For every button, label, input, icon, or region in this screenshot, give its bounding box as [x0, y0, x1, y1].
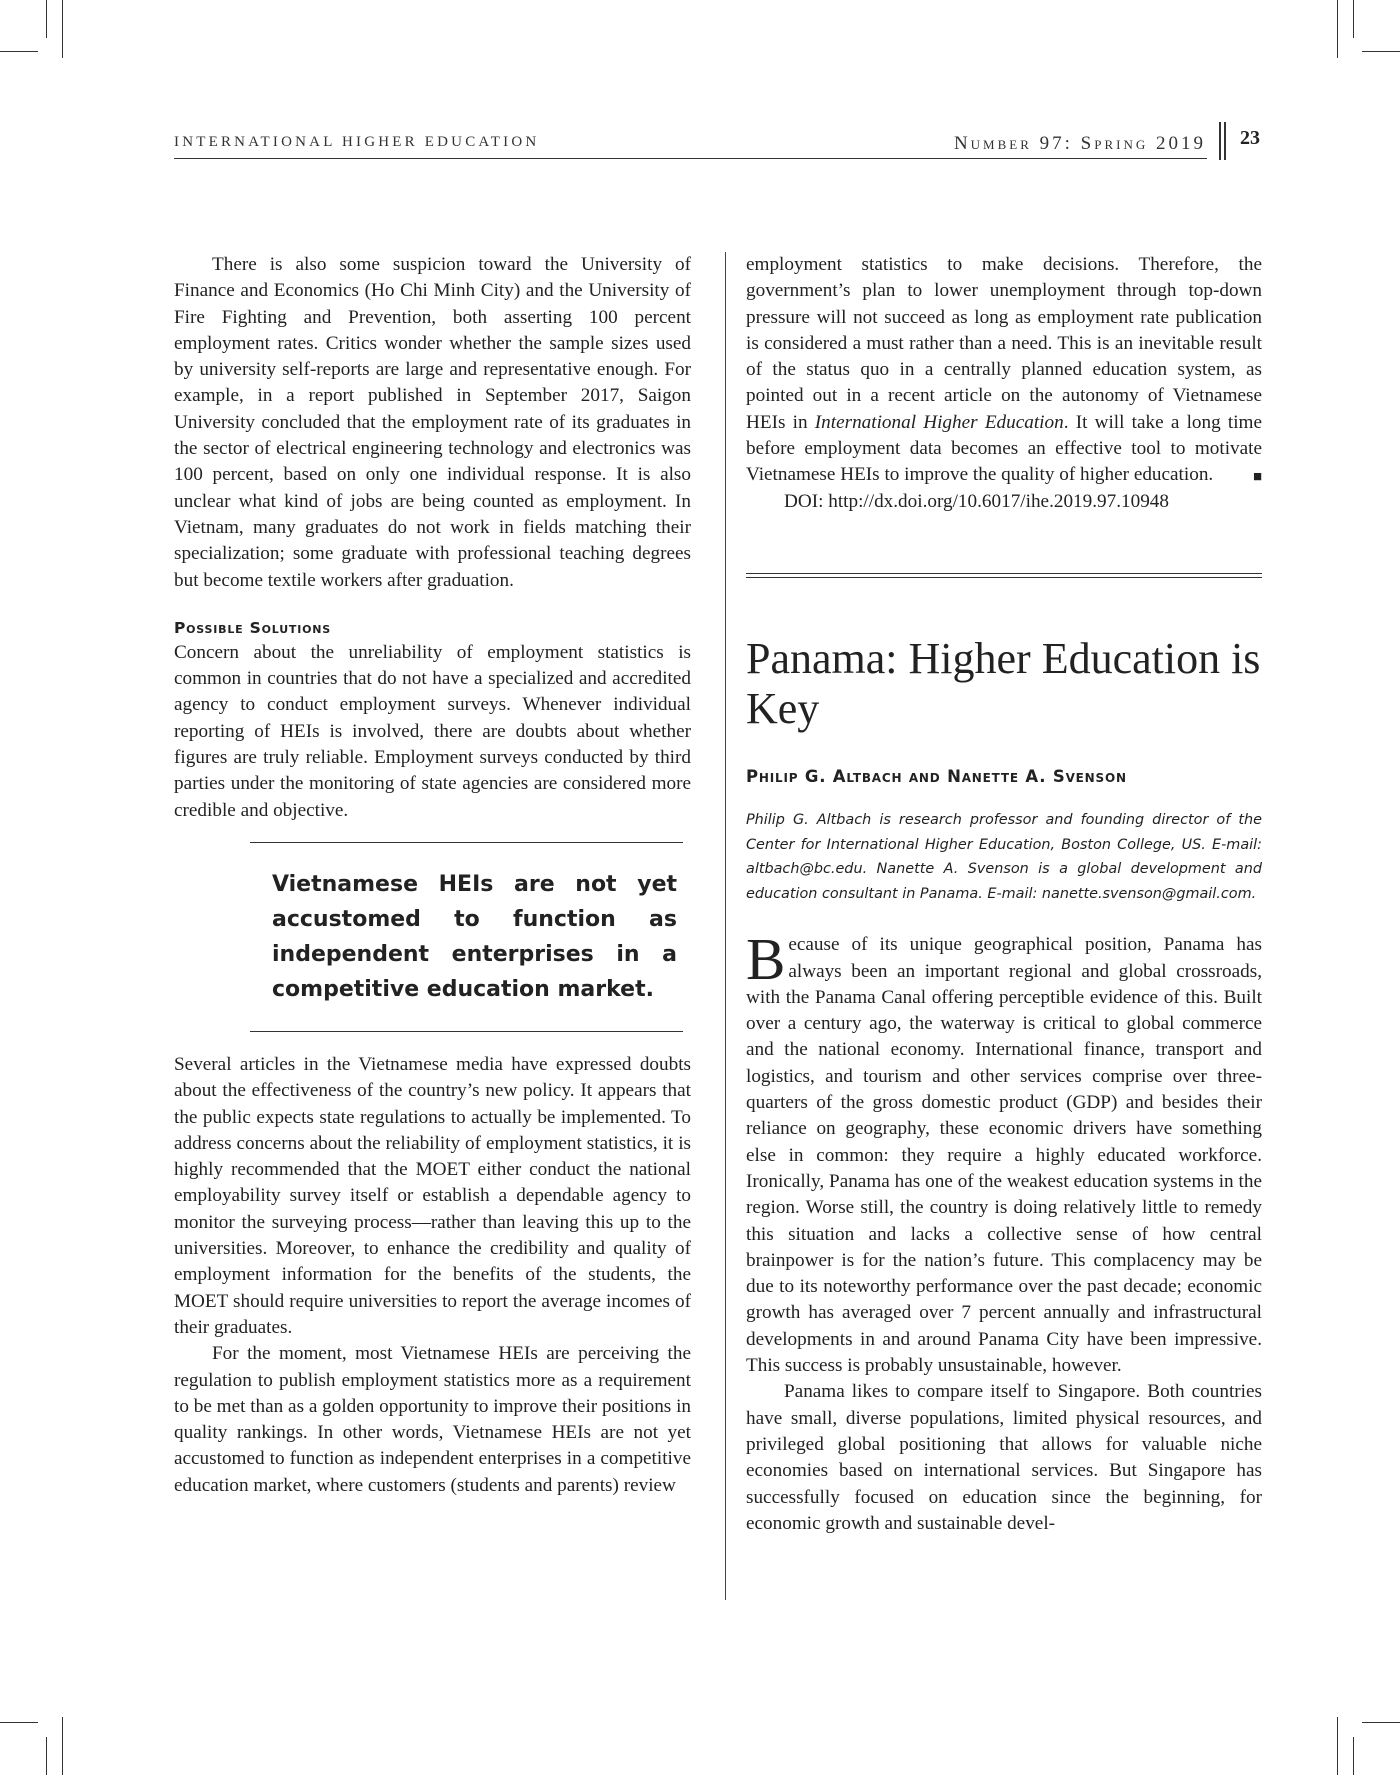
crop-mark	[0, 51, 38, 52]
paragraph: Concern about the unreliability of employment statistics is common in countries that do not have a specialized and accredited agency to conduct employment surveys. Whenever individual reporting of HEIs is involved, there are doubts about whether figures are truly reliable. Employment surveys conducted by third parties under the monitoring of state agencies are considered more credible and objective.	[174, 641, 691, 821]
column-divider	[725, 252, 726, 1600]
crop-mark	[1353, 1737, 1354, 1775]
section-heading: Possible Solutions	[174, 618, 331, 637]
crop-mark	[1337, 1717, 1338, 1775]
header-rule	[174, 158, 1207, 159]
pull-quote-text: Vietnamese HEIs are not yet accustomed to function as independent enterprises in a competitive education market.	[272, 871, 677, 1002]
crop-mark	[62, 1717, 63, 1775]
article-title: Panama: Higher Education is Key	[746, 633, 1261, 733]
article-separator	[746, 573, 1262, 578]
paragraph: For the moment, most Vietnamese HEIs are perceiving the regulation to publish employment statistics more as a requirement to be met than as a golden opportunity to improve their positions in quality rankings. In other words, Vietnamese HEIs are not yet accustomed to function as independent enterprises in a competitive education market, where customers (students and parents) review	[174, 1343, 691, 1496]
journal-name: INTERNATIONAL HIGHER EDUCATION	[174, 134, 540, 150]
end-mark-icon: ■	[1252, 469, 1262, 486]
pull-quote	[250, 842, 683, 1032]
text-run: employment statistics to make decisions. Therefore, the government’s plan to lower unemployment through top-down pressure will not succeed as long as employment rate publication is considered a must rather than a need. This is an inevitable result of the status quo in a centrally planned education system, as pointed out in a recent article on the autonomy of Vietnamese HEIs in	[746, 254, 1262, 433]
page-number: 23	[1240, 127, 1260, 149]
paragraph: Panama likes to compare itself to Singapore. Both countries have small, diverse populations, limited physical resources, and privileged global positioning that allows for valuable niche economies based on international services. But Singapore has successfully focused on education since the beginning, for economic growth and sustainable devel-	[746, 1381, 1262, 1534]
paragraph	[746, 926, 1262, 1379]
paragraph: There is also some suspicion toward the University of Finance and Economics (Ho Chi Minh City) and the University of Fire Fighting and Prevention, both asserting 100 percent employment rates. Critics wonder whether the sample sizes used by university self-reports are large and representative enough. For example, in a report published in September 2017, Saigon University concluded that the employment rate of its graduates in the sector of electrical engineering technology and electronics was 100 percent, based on only one individual response. It is also unclear what kind of jobs are being counted as employment. In Vietnam, many graduates do not work in fields matching their specialization; some graduate with professional teaching degrees but become textile workers after graduation.	[174, 254, 691, 591]
right-column	[746, 252, 1262, 1537]
paragraph	[746, 252, 1262, 489]
crop-mark	[1362, 1722, 1400, 1723]
article-authors: Philip G. Altbach and Nanette A. Svenson	[746, 766, 1127, 786]
header-bar	[1219, 122, 1221, 160]
author-affiliation: Philip G. Altbach is research professor and founding director of the Center for International Higher Education, Boston College, US. E-mail: altbach@bc.edu. Nanette A. Svenson is a global development and education consultant in Panama. E-mail: nanette.svenson@gmail.com.	[746, 812, 1262, 902]
crop-mark	[62, 0, 63, 58]
drop-cap: B	[746, 926, 786, 993]
crop-mark	[46, 0, 47, 38]
text-run: . It will take a long time before employment data becomes an effective tool to motivate Vietnamese HEIs to improve the quality of higher education.	[746, 411, 1262, 486]
issue-label: Number 97: Spring 2019	[953, 133, 1206, 154]
doi-link[interactable]: DOI: http://dx.doi.org/10.6017/ihe.2019.97.10948	[784, 490, 1169, 512]
crop-mark	[46, 1737, 47, 1775]
crop-mark	[1362, 51, 1400, 52]
text-run: ecause of its unique geographical position, Panama has always been an important regional and global crossroads, with the Panama Canal offering perceptible evidence of this. Built over a century ago, the waterway is critical to global commerce and the national economy. International finance, transport and logistics, and tourism and other services comprise over three-quarters of the gross domestic product (GDP) and besides their reliance on geography, these economic drivers have something else in common: they require a highly educated workforce. Ironically, Panama has one of the weakest education systems in the region. Worse still, the country is doing relatively little to remedy this situation and lacks a collective sense of how central brainpower is for the nation’s future. This complacency may be due to its noteworthy performance over the past decade; economic growth has averaged over 7 percent annually and infrastructural developments in and around Panama City have been impressive. This success is probably unsustainable, however.	[746, 934, 1262, 1377]
left-column	[174, 252, 691, 1499]
crop-mark	[1353, 0, 1354, 38]
crop-mark	[1337, 0, 1338, 58]
crop-mark	[0, 1722, 38, 1723]
journal-citation: International Higher Education	[814, 411, 1064, 433]
paragraph: Several articles in the Vietnamese media have expressed doubts about the effectiveness of the country’s new policy. It appears that the public expects state regulations to actually be implemented. To address concerns about the reliability of employment statistics, it is highly recommended that the MOET either conduct the national employability survey itself or establish a dependable agency to monitor the surveying process—rather than leaving this up to the universities. Moreover, to enhance the credibility and quality of employment information for the benefits of the students, the MOET should require universities to report the average incomes of their graduates.	[174, 1053, 691, 1338]
header-bar	[1224, 122, 1226, 160]
